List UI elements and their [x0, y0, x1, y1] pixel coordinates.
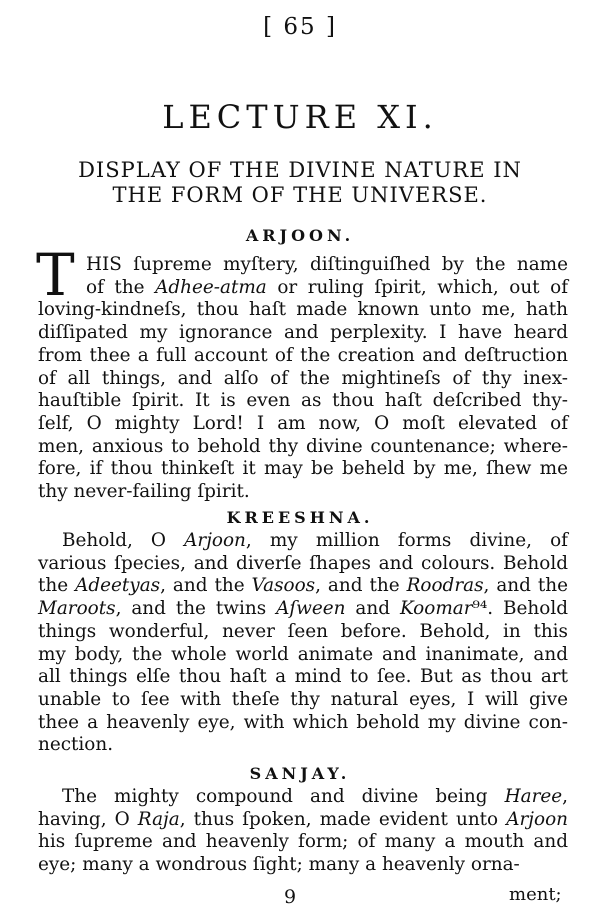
page-number: [ 65 ] — [263, 14, 337, 40]
text-line: HIS ſupreme myſtery, diſtinguiſhed by the name — [86, 254, 568, 275]
speaker-heading-arjoon: ARJOON. — [245, 226, 355, 245]
lecture-title: LECTURE XI. — [162, 98, 438, 136]
speaker-heading-kreeshna: KREESHNA. — [226, 508, 374, 527]
text-line: men, anxious to behold thy divine countenance; where- — [38, 435, 568, 457]
text-line: the Adeetyas, and the Vasoos, and the Roodras, and the — [38, 575, 568, 597]
text-line: all things elſe thou haſt a mind to ſee. But as thou art — [38, 666, 568, 688]
chapter-subtitle — [0, 158, 600, 208]
arjoon-paragraph — [38, 254, 568, 504]
speaker-heading-sanjay: SANJAY. — [249, 764, 351, 783]
text-line: thy never-failing ſpirit. — [38, 481, 250, 503]
text-line: diſſipated my ignorance and perplexity. I have heard — [38, 322, 568, 344]
text-line: loving-kindneſs, thou haſt made known unto me, hath — [38, 299, 568, 321]
text-line: nection. — [38, 734, 114, 756]
text-line: of the Adhee-atma or ruling ſpirit, which, out of — [86, 276, 568, 298]
text-line: his ſupreme and heavenly form; of many a mouth and — [38, 831, 568, 853]
text-line: eye; many a wondrous ſight; many a heavenly orna- — [38, 854, 520, 876]
text-line: ſelf, O mighty Lord! I am now, O moſt elevated of — [38, 412, 568, 434]
subtitle-line: DISPLAY OF THE DIVINE NATURE IN — [78, 158, 522, 182]
text-line: unable to ſee with theſe thy natural eyes, I will give — [38, 688, 568, 710]
text-line: hauſtible ſpirit. It is even as thou haſt deſcribed thy- — [38, 390, 568, 412]
drop-cap: T — [36, 241, 75, 309]
text-line: of all things, and alſo of the mightineſs of thy inex- — [38, 367, 568, 389]
text-line: my body, the whole world animate and inanimate, and — [38, 643, 568, 665]
text-line: The mighty compound and divine being Haree, — [62, 786, 568, 807]
subtitle-line: THE FORM OF THE UNIVERSE. — [112, 183, 488, 207]
signature-mark: 9 — [284, 886, 297, 908]
text-line: thee a heavenly eye, with which behold my divine con- — [38, 711, 568, 733]
text-line: things wonderful, never ſeen before. Behold, in this — [38, 620, 568, 642]
text-line: various ſpecies, and diverſe ſhapes and colours. Behold — [38, 552, 568, 574]
text-line: Behold, O Arjoon, my million forms divine, of — [62, 530, 568, 551]
catchword: ment; — [509, 884, 562, 905]
text-line: fore, if thou thinkeſt it may be beheld by me, ſhew me — [38, 458, 568, 480]
text-line: Maroots, and the twins Aſween and Koomar⁹⁴. Behold — [38, 598, 569, 620]
text-line: having, O Raja, thus ſpoken, made evident unto Arjoon — [38, 808, 568, 830]
sanjay-paragraph — [38, 786, 568, 877]
kreeshna-paragraph — [38, 530, 568, 757]
text-line: from thee a full account of the creation and deſtruction — [38, 344, 568, 366]
